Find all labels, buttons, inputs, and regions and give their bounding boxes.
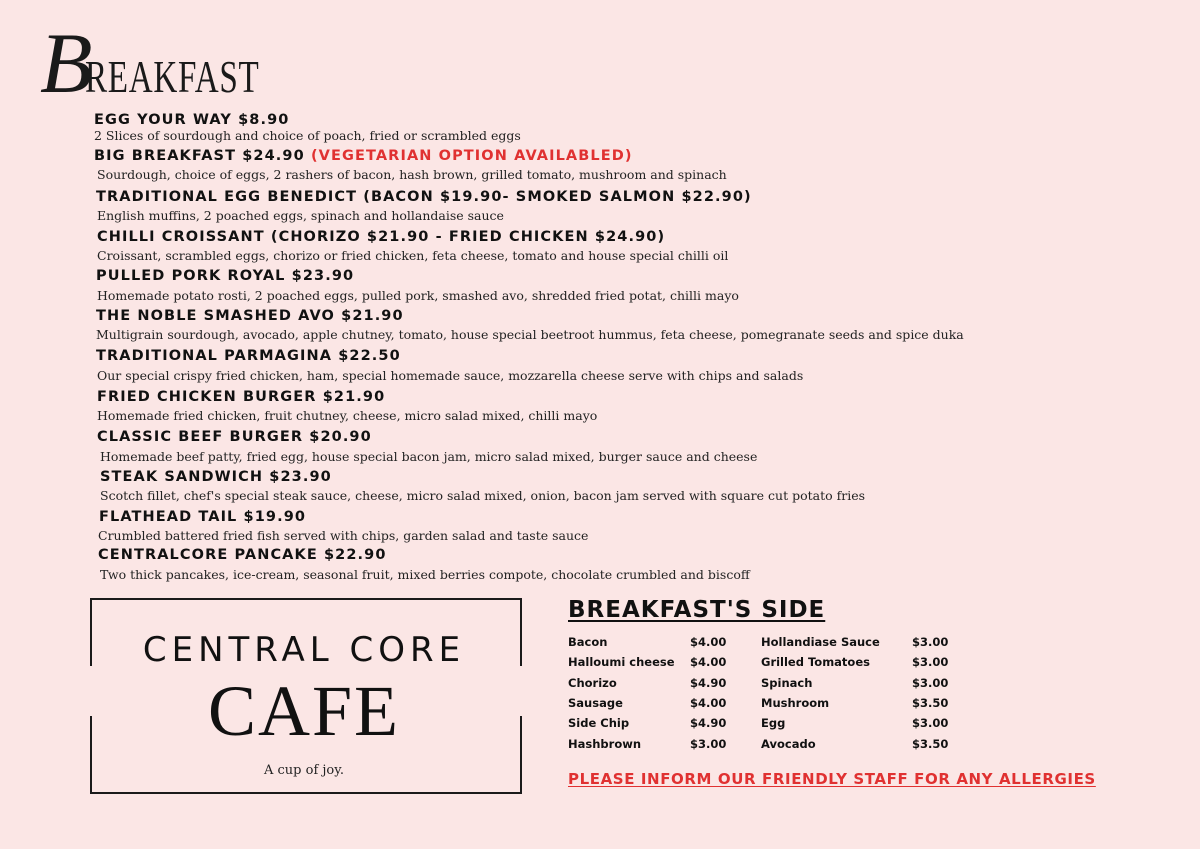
side-item-price: $4.00 [690, 635, 727, 649]
side-item-name: Spinach [761, 676, 813, 690]
menu-item-name: STEAK SANDWICH $23.90 [100, 469, 332, 485]
menu-item-name: PULLED PORK ROYAL $23.90 [96, 268, 355, 284]
logo-line1: CENTRAL CORE [142, 630, 466, 670]
side-item-name: Side Chip [568, 716, 630, 730]
side-item-price: $3.00 [912, 655, 949, 669]
menu-item-description: Crumbled battered fried fish served with chips, garden salad and taste sauce [98, 528, 589, 543]
side-item-name: Halloumi cheese [568, 655, 675, 669]
menu-item-description: Homemade potato rosti, 2 poached eggs, pulled pork, smashed avo, shredded fried potat, chilli mayo [97, 288, 739, 303]
menu-item-name: TRADITIONAL PARMAGINA $22.50 [96, 348, 401, 364]
side-item-price: $3.50 [912, 737, 949, 751]
menu-item-description: Our special crispy fried chicken, ham, special homemade sauce, mozzarella cheese serve with chips and salads [97, 368, 804, 383]
menu-item-description: 2 Slices of sourdough and choice of poach, fried or scrambled eggs [94, 128, 521, 143]
side-item-name: Mushroom [761, 696, 830, 710]
menu-item-name: CHILLI CROISSANT (CHORIZO $21.90 - FRIED CHICKEN $24.90) [97, 229, 666, 245]
side-item-name: Bacon [568, 635, 608, 649]
side-item-name: Hashbrown [568, 737, 642, 751]
side-item-name: Sausage [568, 696, 623, 710]
side-item-price: $3.50 [912, 696, 949, 710]
menu-item-description: Two thick pancakes, ice-cream, seasonal fruit, mixed berries compote, chocolate crumbled and biscoff [100, 567, 750, 582]
cafe-logo [90, 598, 518, 794]
menu-item-description: Homemade beef patty, fried egg, house special bacon jam, micro salad mixed, burger sauce and cheese [100, 449, 758, 464]
menu-item-note: (VEGETARIAN OPTION AVAILABLED) [310, 148, 633, 164]
side-item-name: Egg [761, 716, 786, 730]
side-item-price: $3.00 [912, 676, 949, 690]
page-title [40, 15, 327, 111]
side-item-name: Avocado [761, 737, 816, 751]
menu-item-name: EGG YOUR WAY $8.90 [94, 112, 290, 128]
logo-line2: CAFE [207, 671, 401, 751]
menu-item-description: Multigrain sourdough, avocado, apple chutney, tomato, house special beetroot hummus, feta cheese, pomegranate seeds and spice duka [96, 327, 964, 342]
allergy-notice: PLEASE INFORM OUR FRIENDLY STAFF FOR ANY ALLERGIES [568, 770, 1096, 788]
side-item-price: $3.00 [912, 635, 949, 649]
side-item-price: $4.00 [690, 655, 727, 669]
title-initial: B [40, 15, 91, 111]
menu-item-name: TRADITIONAL EGG BENEDICT (BACON $19.90- SMOKED SALMON $22.90) [96, 189, 752, 205]
side-item-price: $3.00 [690, 737, 727, 751]
side-item-name: Hollandiase Sauce [761, 635, 880, 649]
menu-item-description: Scotch fillet, chef's special steak sauce, cheese, micro salad mixed, onion, bacon jam served with square cut potato fries [100, 488, 866, 503]
side-item-name: Grilled Tomatoes [761, 655, 870, 669]
menu-item-name: FLATHEAD TAIL $19.90 [99, 509, 307, 525]
menu-item-title: BIG BREAKFAST $24.90 [94, 148, 311, 164]
side-item-price: $4.00 [690, 696, 727, 710]
menu-item-name: FRIED CHICKEN BURGER $21.90 [97, 389, 386, 405]
side-item-price: $3.00 [912, 716, 949, 730]
sides-title: BREAKFAST'S SIDE [568, 597, 826, 623]
title-rest: REAKFAST [84, 51, 260, 102]
logo-tagline: A cup of joy. [263, 763, 344, 778]
side-item-price: $4.90 [690, 716, 727, 730]
menu-item-name: CENTRALCORE PANCAKE $22.90 [98, 547, 387, 563]
menu-item-name: CLASSIC BEEF BURGER $20.90 [97, 429, 372, 445]
menu-item-description: Homemade fried chicken, fruit chutney, cheese, micro salad mixed, chilli mayo [97, 408, 598, 423]
menu-item-description: Sourdough, choice of eggs, 2 rashers of bacon, hash brown, grilled tomato, mushroom and spinach [97, 167, 727, 182]
side-item-price: $4.90 [690, 676, 727, 690]
menu-item-name [94, 148, 633, 164]
menu-item-description: English muffins, 2 poached eggs, spinach and hollandaise sauce [97, 208, 504, 223]
menu-item-name: THE NOBLE SMASHED AVO $21.90 [96, 308, 404, 324]
side-item-name: Chorizo [568, 676, 617, 690]
menu-item-description: Croissant, scrambled eggs, chorizo or fried chicken, feta cheese, tomato and house special chilli oil [97, 248, 729, 263]
